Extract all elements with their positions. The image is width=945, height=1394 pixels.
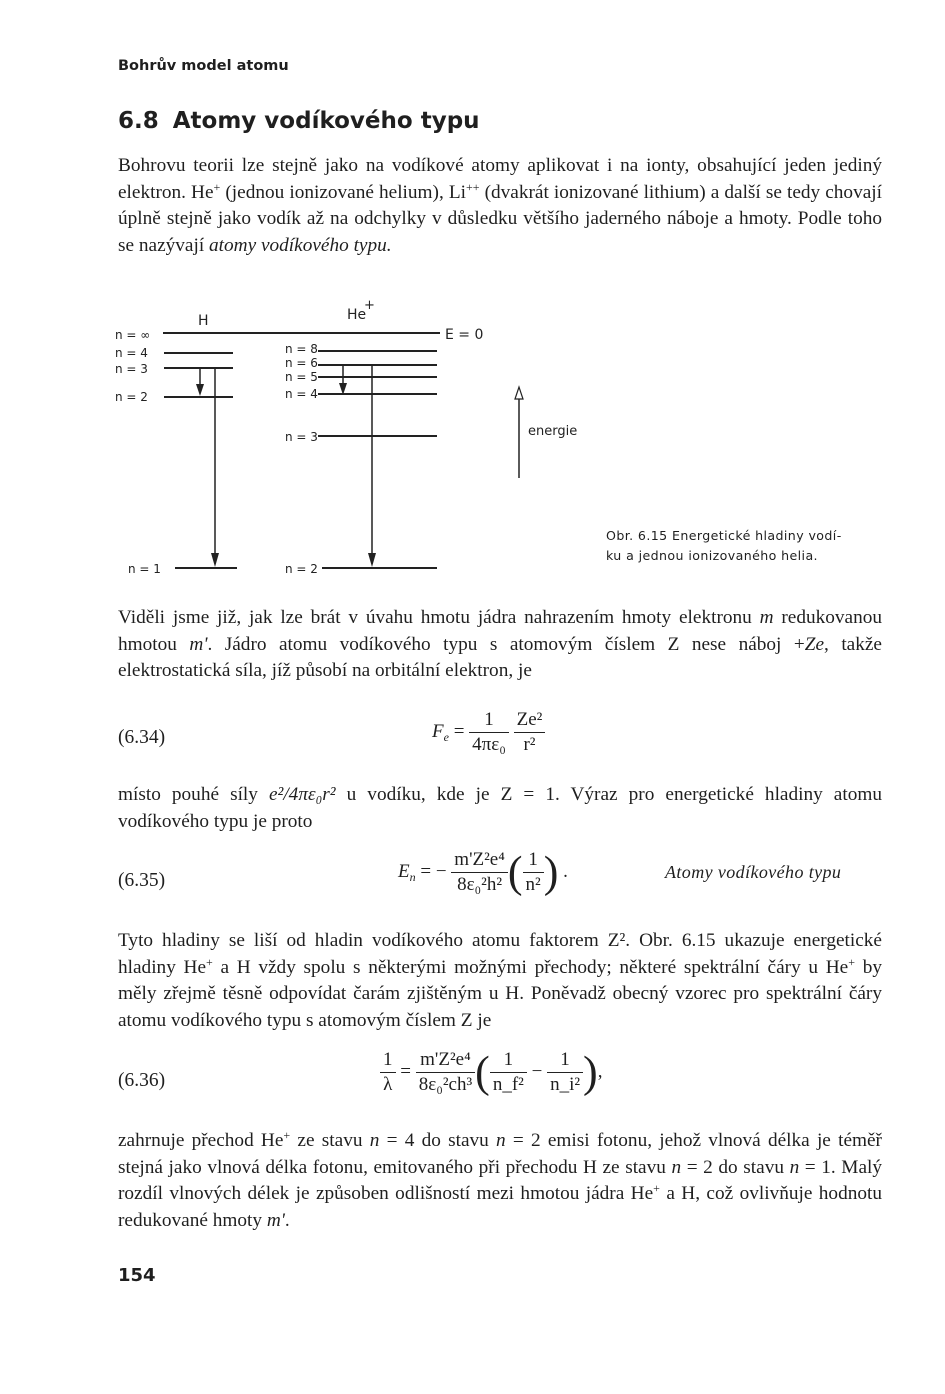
paren: )	[543, 847, 559, 897]
text: .	[284, 1209, 290, 1231]
fraction	[523, 848, 544, 897]
section-number: 6.8	[118, 108, 159, 134]
superscript: +	[213, 179, 221, 194]
text: Tyto hladiny se liší od hladin vodíkového atomu faktorem Z². Obr. 6.15 ukazuje energetické hladiny He	[118, 930, 882, 978]
eq-equals: = −	[420, 860, 447, 882]
variable: n	[369, 1130, 380, 1151]
paragraph-energy-levels	[118, 782, 882, 835]
text: místo pouhé síly	[118, 784, 269, 805]
variable: m'	[266, 1209, 285, 1231]
variable: n	[789, 1156, 800, 1178]
h-level-label: n = 2	[115, 390, 148, 404]
text: = 1. Malý rozdíl vlnových délek je způsoben odlišností mezi hmotou jádra He	[118, 1156, 882, 1204]
he-column-label: He	[347, 307, 367, 323]
superscript: +	[848, 954, 856, 969]
h-level-label: n = 4	[115, 346, 148, 360]
inline-formula: e²/4πε₀r²	[268, 784, 336, 805]
denominator: n_f²	[492, 1074, 524, 1095]
figure-caption	[606, 526, 842, 566]
paren: (	[507, 847, 523, 897]
fraction	[490, 1048, 527, 1097]
eq-equals: =	[400, 1060, 411, 1082]
eq-subscript: e	[443, 729, 449, 744]
text: , takže elektrostatická síla, jíž působí na orbitální elektron, je	[118, 633, 882, 681]
denominator: n²	[525, 874, 541, 895]
text: Viděli jsme již, jak lze brát v úvahu hmotu jádra nahrazením hmoty elektronu	[118, 607, 760, 628]
paren: )	[583, 1047, 598, 1097]
numerator: m'Z²e⁴	[451, 848, 508, 873]
numerator: 1	[523, 848, 544, 873]
text: (dvakrát ionizované lithium) a další se tedy chovají úplně stejně jako vodík až na odchylky v důsledku většího jaderného náboje a hmoty. Podle toho se nazývají	[118, 181, 882, 256]
text: Bohrovu teorii lze stejně jako na vodíkové atomy aplikovat i na ionty, obsahující jeden jediný elektron. He	[118, 155, 882, 203]
eq-minus: −	[531, 1060, 543, 1082]
he-charge: +	[364, 298, 375, 313]
h-column-label: H	[198, 313, 209, 329]
denominator: 8ε₀²ch³	[418, 1074, 473, 1095]
equation-number: (6.35)	[118, 870, 166, 891]
fraction	[547, 1048, 583, 1097]
zero-energy-label: E = 0	[445, 327, 484, 343]
equation-6-34	[432, 708, 545, 757]
eq-symbol: E	[398, 860, 410, 882]
paragraph-spectral-lines	[118, 928, 882, 1034]
numerator: m'Z²e⁴	[416, 1048, 475, 1073]
section-heading	[118, 108, 480, 134]
variable: n	[496, 1130, 506, 1151]
numerator: 1	[490, 1048, 527, 1073]
caption-line: Obr. 6.15 Energetické hladiny vodí-	[606, 528, 842, 543]
he-level-label: n = 5	[285, 370, 318, 384]
energy-axis-label: energie	[528, 424, 578, 439]
paren: (	[475, 1047, 490, 1097]
eq-dot: .	[563, 860, 568, 882]
section-title: Atomy vodíkového typu	[172, 108, 480, 134]
text: = 4 do stavu	[379, 1130, 497, 1151]
text: . Jádro atomu vodíkového typu s atomovým číslem Z nese náboj +	[207, 633, 805, 655]
superscript: +	[206, 954, 213, 969]
text: u vodíku, kde je Z = 1. Výraz pro energetické hladiny atomu vodíkového typu je proto	[118, 784, 883, 832]
superscript: +	[283, 1128, 291, 1142]
eq-comma: ,	[597, 1060, 603, 1082]
paragraph-reduced-mass	[118, 605, 882, 685]
denominator: λ	[383, 1074, 393, 1095]
text: (jednou ionizované helium), Li	[220, 181, 466, 203]
text: ze stavu	[290, 1130, 370, 1151]
eq-subscript: n	[409, 869, 416, 884]
arrowhead	[368, 553, 376, 567]
denominator: 8ε₀²h²	[457, 874, 503, 895]
he-level-label: n = 6	[285, 356, 318, 370]
superscript: +	[653, 1181, 660, 1195]
eq-symbol: F	[432, 720, 444, 742]
energy-axis-arrowhead	[515, 387, 523, 399]
running-head: Bohrův model atomu	[118, 58, 289, 74]
emphasis: atomy vodíkového typu.	[209, 234, 392, 256]
variable: n	[671, 1156, 682, 1178]
h-level-label: n = 1	[128, 562, 161, 576]
numerator: 1	[547, 1048, 583, 1073]
he-level-label: n = 4	[285, 387, 318, 401]
paragraph-intro	[118, 153, 882, 259]
denominator: 4πε₀	[472, 734, 506, 755]
arrowhead	[196, 384, 204, 396]
text: by měly zřejmě těsně odpovídat čarám zjištěným u H. Poněvadž obecný vzorec pro spektrální čáry atomu vodíkového typu s atomovým číslem Z je	[118, 956, 883, 1031]
text: a H vždy spolu s některými možnými přechody; některé spektrální čáry u He	[212, 956, 849, 978]
variable: m'	[189, 633, 208, 655]
text: a H, což ovlivňuje hodnotu redukované hmoty	[118, 1183, 882, 1231]
denominator: n_i²	[550, 1074, 581, 1095]
h-level-label: n = 3	[115, 362, 148, 376]
eq-equals: =	[453, 720, 465, 742]
text: = 2 emisi fotonu, jehož vlnová délka je téměř stejná jako vlnová délka fotonu, emitovaného při přechodu H ze stavu	[118, 1130, 882, 1178]
arrowhead	[211, 553, 219, 567]
h-level-label: n = ∞	[115, 328, 151, 342]
energy-level-diagram	[100, 295, 600, 585]
fraction	[451, 848, 508, 897]
numerator: 1	[469, 708, 509, 733]
fraction	[416, 1048, 475, 1097]
fraction	[514, 708, 546, 757]
equation-number: (6.34)	[118, 727, 166, 748]
variable: Ze	[804, 633, 825, 655]
caption-line: ku a jednou ionizovaného helia.	[606, 548, 818, 563]
variable: m	[759, 607, 774, 628]
paragraph-transition	[118, 1128, 882, 1234]
page-number: 154	[118, 1265, 156, 1286]
text: = 2 do stavu	[681, 1156, 790, 1178]
he-level-label: n = 2	[285, 562, 318, 576]
denominator: r²	[523, 734, 536, 755]
superscript: ++	[466, 179, 480, 194]
fraction	[469, 708, 509, 757]
numerator: Ze²	[514, 708, 546, 733]
fraction	[380, 1048, 396, 1097]
text: redukovanou hmotou	[118, 607, 882, 655]
equation-number: (6.36)	[118, 1070, 166, 1091]
he-level-label: n = 8	[285, 342, 318, 356]
he-level-label: n = 3	[285, 430, 318, 444]
marginal-note: Atomy vodíkového typu	[665, 862, 842, 882]
text: zahrnuje přechod He	[118, 1130, 284, 1151]
equation-6-36	[380, 1048, 602, 1097]
equation-6-35	[398, 848, 568, 897]
numerator: 1	[380, 1048, 396, 1073]
